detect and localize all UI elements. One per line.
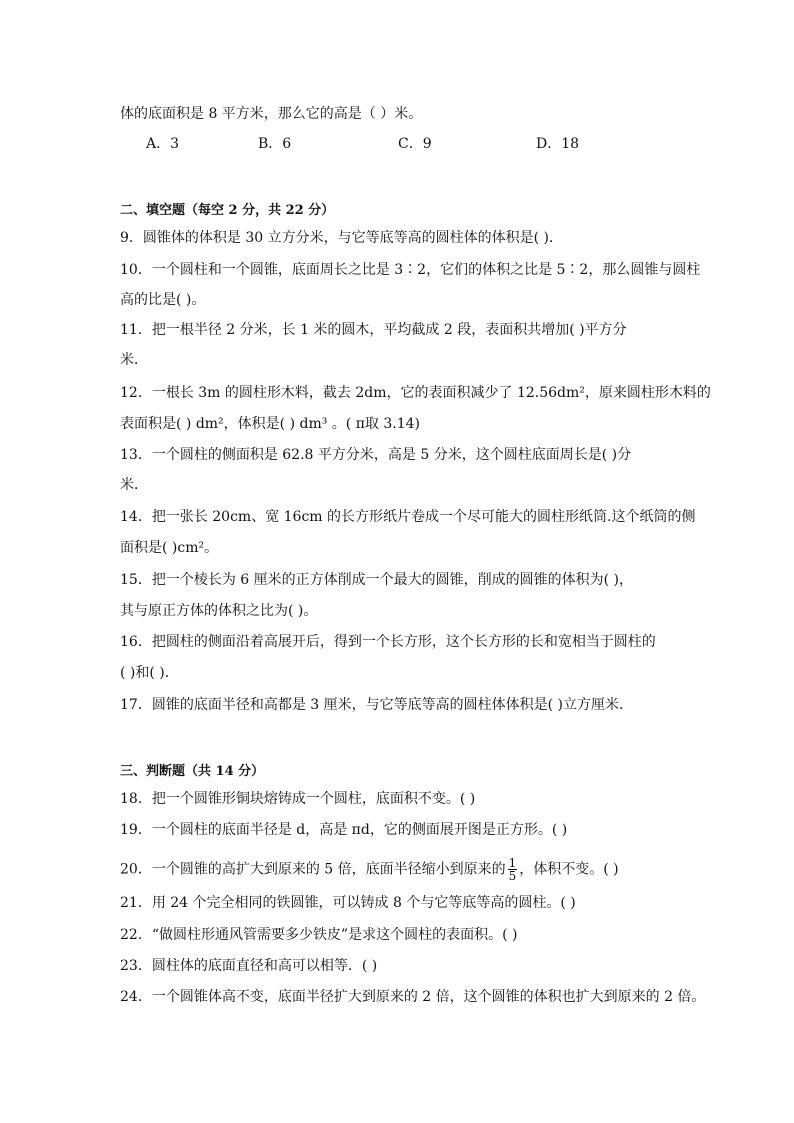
q8-option-c: C．9 (398, 136, 432, 152)
q8-option-d: D．18 (536, 136, 580, 152)
section3-heading: 三、判断题（共 14 分） (120, 764, 265, 779)
q14-line-2: 面积是( )cm²。 (120, 540, 219, 556)
q8-text: 体的底面积是 8 平方米，那么它的高是（ ）米。 (120, 106, 423, 122)
q13-line-1: 13．一个圆柱的侧面积是 62.8 平方分米，高是 5 分米，这个圆柱底面周长是( )分 (120, 447, 632, 463)
q24-line: 24．一个圆锥体高不变，底面半径扩大到原来的 2 倍，这个圆锥的体积也扩大到原来的 2 倍。 (120, 989, 706, 1005)
q11-line-1: 11．把一根半径 2 分米，长 1 米的圆木，平均截成 2 段，表面积共增加( )平方分 (120, 322, 627, 338)
q15-line-2: 其与原正方体的体积之比为( )。 (120, 603, 318, 619)
q17-line: 17．圆锥的底面半径和高都是 3 厘米，与它等底等高的圆柱体体积是( )立方厘米． (120, 697, 633, 713)
q10-line-1: 10．一个圆柱和一个圆锥，底面周长之比是 3∶2，它们的体积之比是 5∶2，那么圆锥与圆柱 (120, 262, 701, 278)
q15-line-1: 15．把一个棱长为 6 厘米的正方体削成一个最大的圆锥，削成的圆锥的体积为( )， (120, 572, 633, 588)
q11-line-2: 米． (120, 352, 148, 368)
q10-line-2: 高的比是( )。 (120, 292, 206, 308)
q23-line: 23．圆柱体的底面直径和高可以相等．( ) (120, 958, 378, 974)
q8-option-b: B．6 (258, 136, 292, 152)
q20-text-before: 20．一个圆锥的高扩大到原来的 5 倍，底面半径缩小到原来的 (120, 861, 506, 878)
fraction-one-fifth (508, 857, 518, 882)
fraction-denominator: 5 (508, 869, 517, 883)
section2-heading: 二、填空题（每空 2 分，共 22 分） (120, 203, 335, 218)
q22-line: 22．“做圆柱形通风管需要多少铁皮”是求这个圆柱的表面积。( ) (120, 927, 518, 943)
q9-line: 9．圆锥体的体积是 30 立方分米，与它等底等高的圆柱体的体积是( )． (120, 230, 563, 246)
q13-line-2: 米． (120, 477, 148, 493)
q21-line: 21．用 24 个完全相同的铁圆锥，可以铸成 8 个与它等底等高的圆柱。( ) (120, 895, 576, 911)
q12-line-1: 12．一根长 3m 的圆柱形木料，截去 2dm，它的表面积减少了 12.56dm²，原来圆柱形木料的 (120, 385, 711, 401)
q19-line: 19．一个圆柱的底面半径是 d，高是 πd，它的侧面展开图是正方形。( ) (120, 822, 568, 838)
q16-line-2: ( )和( )． (120, 665, 179, 681)
q20-line (120, 857, 619, 882)
q20-text-after: ，体积不变。( ) (519, 861, 619, 878)
q14-line-1: 14．把一张长 20cm、宽 16cm 的长方形纸片卷成一个尽可能大的圆柱形纸筒.这个纸筒的侧 (120, 509, 696, 525)
q12-line-2: 表面积是( ) dm²，体积是( ) dm³ 。( π取 3.14) (120, 416, 420, 432)
q16-line-1: 16．把圆柱的侧面沿着高展开后，得到一个长方形，这个长方形的长和宽相当于圆柱的 (120, 634, 656, 650)
q18-line: 18．把一个圆锥形铜块熔铸成一个圆柱，底面积不变。( ) (120, 791, 476, 807)
q8-option-a: A．3 (146, 136, 180, 152)
fraction-numerator: 1 (508, 856, 517, 870)
